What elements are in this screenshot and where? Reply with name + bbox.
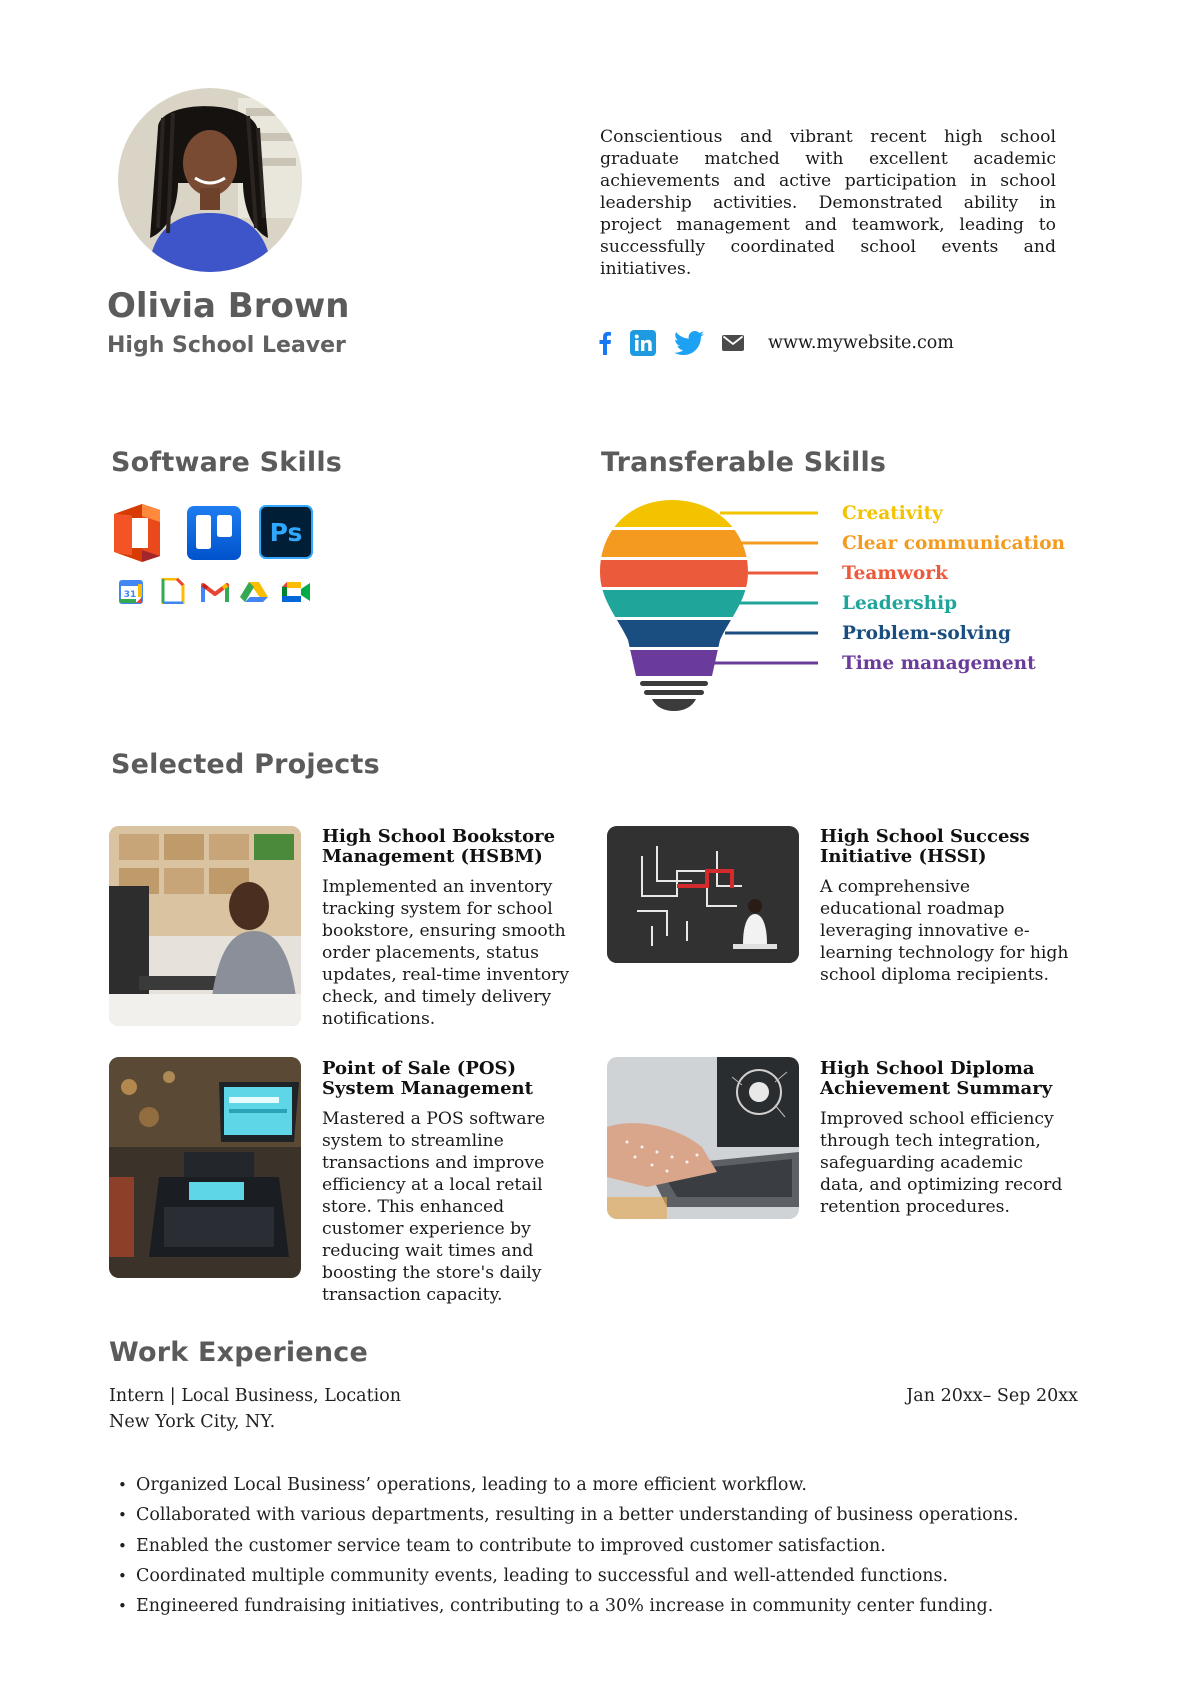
project-title: High School Bookstore Management (HSBM)	[322, 826, 556, 867]
google-calendar-icon	[119, 580, 143, 608]
google-meet-icon	[281, 581, 311, 607]
google-docs-icon	[161, 578, 185, 608]
microsoft-office-icon	[112, 502, 164, 568]
work-bullet: • Enabled the customer service team to contribute to improved customer satisfaction.	[118, 1531, 1019, 1561]
project-image-pos-system	[109, 1057, 301, 1278]
work-experience-heading: Work Experience	[109, 1337, 368, 1368]
project-image-bookstore	[109, 826, 301, 1026]
photoshop-label: Ps	[269, 518, 303, 547]
email-icon[interactable]	[722, 334, 744, 352]
facebook-icon[interactable]	[598, 331, 612, 355]
skill-problem-solving: Problem-solving	[842, 623, 1011, 644]
skill-time-management: Time management	[842, 653, 1036, 674]
profile-photo	[118, 88, 302, 272]
google-drive-icon	[240, 581, 268, 607]
project-title: High School Success Initiative (HSSI)	[820, 826, 1030, 867]
project-description: Mastered a POS software system to streamline transactions and improve efficiency at a local retail store. This enhanced customer experience by reducing wait times and boosting the store's daily transaction capacity.	[322, 1109, 545, 1305]
project-image-diploma-summary	[607, 1057, 799, 1219]
social-links	[598, 328, 954, 358]
work-bullet: • Coordinated multiple community events, leading to successful and well-attended functions.	[118, 1561, 1019, 1591]
work-bullet: • Collaborated with various departments, resulting in a better understanding of business operations.	[118, 1500, 1019, 1530]
linkedin-icon[interactable]	[630, 330, 656, 356]
skills-lightbulb-graphic	[600, 500, 820, 720]
project-title: Point of Sale (POS) System Management	[322, 1058, 533, 1099]
gmail-icon	[201, 581, 229, 607]
trello-icon	[187, 506, 241, 564]
twitter-icon[interactable]	[674, 331, 704, 355]
project-image-success-initiative	[607, 826, 799, 963]
photoshop-icon	[259, 505, 313, 563]
job-title: Intern | Local Business, Location	[109, 1386, 402, 1406]
skill-teamwork: Teamwork	[842, 563, 948, 584]
job-location: New York City, NY.	[109, 1412, 276, 1432]
software-skills-heading: Software Skills	[111, 447, 343, 478]
skill-leadership: Leadership	[842, 593, 958, 614]
project-description: Improved school efficiency through tech integration, safeguarding academic data, and optimizing record retention procedures.	[820, 1109, 1063, 1217]
job-dates: Jan 20xx– Sep 20xx	[906, 1386, 1078, 1406]
website-link[interactable]: www.mywebsite.com	[768, 333, 954, 353]
profile-summary: Conscientious and vibrant recent high school graduate matched with excellent academic achievements and active participation in school leadership activities. Demonstrated ability in project management and teamwork, leading to successfully coordinated school events and initiatives.	[600, 127, 1056, 279]
candidate-name: Olivia Brown	[107, 286, 350, 326]
calendar-label: 31	[123, 590, 137, 600]
work-bullet: • Engineered fundraising initiatives, contributing to a 30% increase in community center funding.	[118, 1591, 1019, 1621]
project-title: High School Diploma Achievement Summary	[820, 1058, 1053, 1099]
skill-creativity: Creativity	[842, 503, 943, 524]
work-bullets	[118, 1470, 1019, 1621]
skill-clear-communication: Clear communication	[842, 533, 1065, 554]
candidate-role: High School Leaver	[107, 333, 346, 358]
transferable-skills-heading: Transferable Skills	[601, 447, 887, 478]
project-description: A comprehensive educational roadmap leveraging innovative e-learning technology for high school diploma recipients.	[820, 877, 1069, 985]
work-bullet: • Organized Local Business’ operations, leading to a more efficient workflow.	[118, 1470, 1019, 1500]
projects-heading: Selected Projects	[111, 749, 380, 780]
project-description: Implemented an inventory tracking system for school bookstore, ensuring smooth order placements, status updates, real-time inventory check, and timely delivery notifications.	[322, 877, 570, 1029]
